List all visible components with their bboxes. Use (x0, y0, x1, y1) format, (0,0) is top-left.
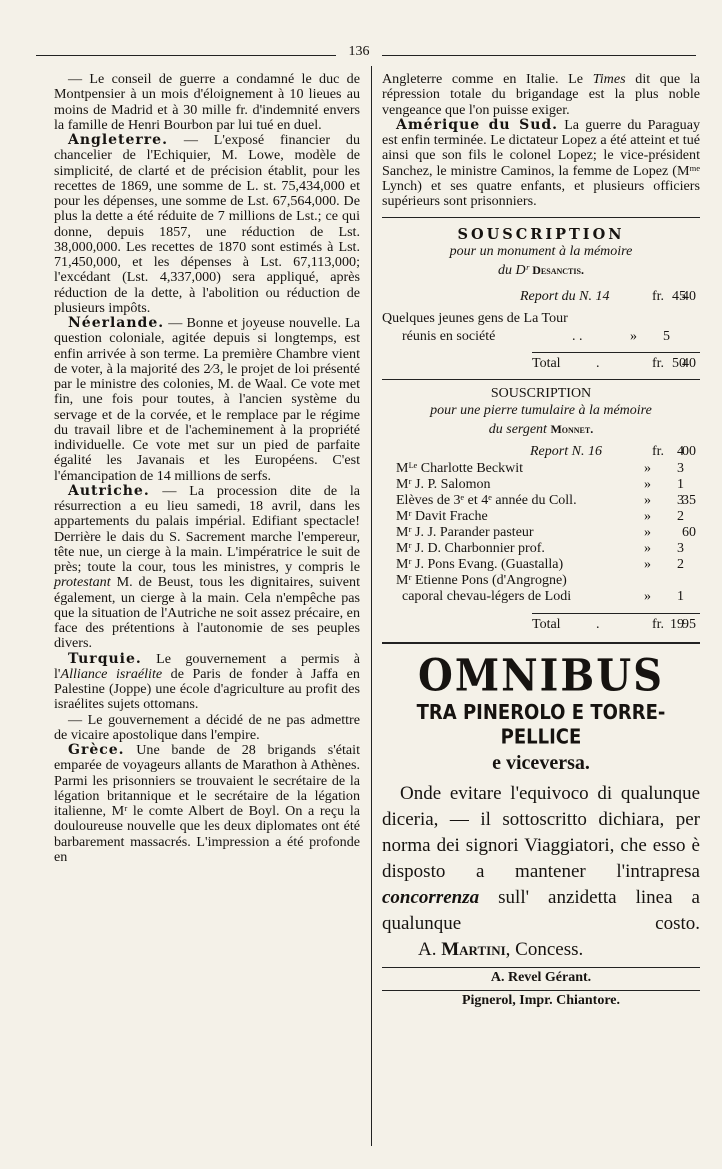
entry-mark: » (644, 525, 651, 541)
section-heading-amerique: Amérique du Sud. (396, 116, 559, 133)
total-row (382, 355, 700, 373)
entry-amount: 1 (677, 589, 684, 605)
signature-name: Martini (441, 939, 506, 961)
entry-amount: 3 (677, 461, 684, 477)
paragraph-vicaire: — Le gouvernement a décidé de ne pas admettre de vicaire apostolique dans l'empire. (54, 711, 360, 743)
report-fr: fr. (651, 444, 664, 460)
report-amount: 45 (672, 289, 686, 305)
entry-name: caporal chevau-légers de Lodi (402, 589, 572, 605)
omnibus-title: OMNIBUS (418, 649, 664, 702)
omnibus-body-emphasis: concorrenza (382, 887, 480, 909)
total-label: Total (532, 617, 561, 633)
times-text-1: Angleterre comme en Italie. Le (382, 71, 593, 87)
omnibus-body-text-1: Onde evitare l'equivoco di qualunque diceria, — il sottoscritto dichiara, per norma dei signori Viaggiatori, che esso è disposto a mantener l'intrapresa (382, 783, 700, 883)
entry-amount: 2 (677, 557, 684, 573)
column-divider (371, 66, 372, 1146)
subscription-entry-row (382, 493, 700, 509)
entry-mark: » (630, 329, 637, 345)
entry-mark: » (644, 493, 651, 509)
entry-amount: 3 (677, 541, 684, 557)
dedicatee-name: Monnet. (550, 422, 594, 437)
total-amount: 19 (670, 617, 684, 633)
section-heading-grece: Grèce. (68, 742, 125, 758)
header-rule-left (36, 55, 336, 56)
subscription-dedicatee (382, 420, 700, 439)
entry-name: Elèves de 3ᵉ et 4ᵉ année du Coll. (396, 493, 577, 509)
right-column (382, 72, 700, 1009)
turquie-text-1: Le gouvernement a permis à l' (54, 650, 360, 682)
paragraph-times (382, 72, 700, 118)
entry-mark: » (644, 589, 651, 605)
signature-role: , Concess. (505, 939, 584, 961)
entry-mark: » (644, 461, 651, 477)
subscription-entry-row (382, 509, 700, 525)
dedicatee-prefix: du sergent (488, 422, 551, 438)
angleterre-text: — L'exposé financier du chancelier de l'Echiquier, M. Lowe, modèle de simplicité, de clarté et de précision établit, pour les recettes de 1869, une somme de L. st. 75,434,000 et pour les dépenses, une somme de Lst. 67,564,000. De plus la dette a été réduite de 7 millions de Lst.; ce qui donne, depuis 1857, une réduction de Lst. 38,000,000. Les recettes de 1870 sont estimés à Lst. 71,450,000, et les dépenses à Lst. 67,113,000; l'excédant (Lst. 4,337,000) sera appliqué, après réduction de la dette, à l'abolition ou réduction de plusieurs impôts. (54, 132, 360, 316)
neerlande-text: — Bonne et joyeuse nouvelle. La question coloniale, agitée depuis si longtemps, est enfin arrivée à son terme. La première Chambre vient de voter, à la majorité des 2⁄3, le projet de loi présenté par le ministre des colonies, M. de Waal. Ce vote met fin, une fois pour toutes, à l'ancien système du servage et de la corvée, et le remplace par le régime du travail libre et de l'acheminement à la propriété individuelle. Ce vote met sur un pied de parfaite égalité les Javanais et les Européens. C'est l'émancipation de 14 millions de serfs. (54, 315, 360, 484)
report-row (382, 288, 700, 306)
section-heading-turquie: Turquie. (68, 650, 142, 667)
total-dot: . (596, 356, 600, 372)
entry-row-2 (382, 328, 700, 346)
entry-amount: 5 (663, 329, 670, 345)
section-heading-autriche: Autriche. (68, 482, 150, 499)
omnibus-body-text-2: sull' anzidetta linea a qualunque costo. (382, 887, 700, 935)
separator-5 (382, 990, 700, 991)
amerique-text: La guerre du Paraguay est enfin terminée. Le dictateur Lopez a été atteint et tué ainsi que son fils le colonel Lopez; le vice-président Sanchez, le ministre Caminos, la femme de Lopez (Mᵐᵉ Lynch) et ses quatre enfants, et plusieurs officiers supérieurs sont prisonniers. (382, 116, 701, 209)
subscription-entry-row (382, 573, 700, 589)
header-rule-right (382, 55, 696, 56)
gerant-line: A. Revel Gérant. (490, 970, 592, 986)
subscription-dedicatee (382, 261, 700, 280)
entry-cents: 60 (682, 525, 696, 541)
entry-mark: » (644, 557, 651, 573)
entry-name: Mʳ J. P. Salomon (396, 477, 491, 493)
report-row (382, 443, 700, 461)
entry-mark: » (644, 477, 651, 493)
report-fr: fr. (651, 289, 664, 305)
subscription-desanctis (382, 226, 700, 373)
paragraph-grece (54, 743, 360, 865)
entry-dots: . . (572, 329, 583, 345)
subscription-title: SOUSCRIPTION (490, 386, 592, 402)
autriche-text-2: M. de Beust, tous les dignitaires, suivent également, un cierge à la main. Cela n'empêche pas que la situation de l'Autriche ne soit assez précaire, en face des prétentions à l'autonomie de ses peuples divers. (54, 574, 360, 652)
entry-row-1 (382, 310, 700, 328)
left-column (54, 72, 360, 865)
report-cents: 00 (682, 444, 696, 460)
report-label: Report N. 16 (530, 444, 602, 460)
paragraph-montpensier: — Le conseil de guerre a condamné le duc de Montpensier à un mois d'éloignement à 10 lieues au moins de Madrid et à 30 mille fr. d'indemnité envers la famille de Henri Bourbon par lui tué en duel. (54, 71, 360, 133)
paragraph-neerlande (54, 316, 360, 484)
separator-1 (382, 217, 700, 218)
entry-amount: 2 (677, 509, 684, 525)
entry-name-line-2: réunis en société (402, 329, 496, 345)
subscription-entry-row (382, 589, 700, 605)
total-fr: fr. (651, 356, 664, 372)
times-text-2: dit que la répression totale du brigandage est la plus noble vengeance que l'on puisse exiger. (382, 71, 700, 118)
entry-amount: 3 (677, 493, 684, 509)
paragraph-angleterre (54, 133, 360, 316)
omnibus-advert (382, 649, 700, 963)
subscription-entry-row (382, 541, 700, 557)
subscription-purpose: pour un monument à la mémoire (449, 244, 633, 260)
turquie-text-emphasis: Alliance israélite (60, 665, 163, 682)
printer-line: Pignerol, Impr. Chiantore. (461, 993, 621, 1009)
separator-4 (382, 967, 700, 968)
autriche-text-1: — La procession dite de la résurrection a eu lieu samedi, 18 avril, dans les appartements du palais impérial. Edifiant spectacle! Derrière le dais du S. Sacrement marche l'empereur, tête nue, un cierge à la main. L'impératrice le suit de près; toute la cour, tous les ministres, y compris le (54, 482, 360, 575)
separator-3 (382, 642, 700, 644)
report-label: Report du N. 14 (520, 289, 610, 305)
dedicatee-name: Desanctis. (532, 263, 584, 278)
grece-text: Une bande de 28 brigands s'était emparée de voyageurs allants de Marathon à Athènes. Parmi les prisonniers se trouvaient le secrétaire de la légation britannique et le secrétaire de la légation italienne, Mʳ le comte Albert de Boyl. On a reçu la douloureuse nouvelle que les deux diplomates ont été barbarement massacrés. L'impression a été profonde en (54, 742, 360, 865)
subscription-entry-row (382, 525, 700, 541)
section-heading-neerlande: Néerlande. (68, 315, 165, 331)
subscription-entry-row (382, 557, 700, 573)
subscription-entries (382, 461, 700, 605)
subscription-purpose: pour une pierre tumulaire à la mémoire (430, 403, 652, 419)
total-label: Total (532, 356, 561, 372)
entry-name: Mᴸᵉ Charlotte Beckwit (396, 461, 523, 477)
turquie-text-2: de Paris de fonder à Jaffa en Palestine (Joppe) une école d'agriculture au profit des israélites sujets ottomans. (54, 665, 360, 713)
page-header (36, 44, 696, 64)
total-cents: 95 (682, 617, 696, 633)
entry-name: Mʳ J. J. Parander pasteur (396, 525, 534, 541)
subscription-monnet (382, 386, 700, 634)
paragraph-autriche (54, 484, 360, 652)
entry-name: Mʳ J. D. Charbonnier prof. (396, 541, 545, 557)
omnibus-body (382, 781, 700, 963)
autriche-text-emphasis: protestant (54, 574, 111, 591)
dedicatee-prefix: du Dʳ (498, 263, 533, 279)
separator-2 (382, 379, 700, 380)
entry-name: Mʳ Etienne Pons (d'Angrogne) (396, 573, 567, 589)
subscription-entry-row (382, 477, 700, 493)
report-cents: 40 (682, 289, 696, 305)
subscription-entry-row (382, 461, 700, 477)
report-amount: 4 (677, 444, 684, 460)
entry-amount: 1 (677, 477, 684, 493)
total-fr: fr. (651, 617, 664, 633)
signature-initial: A. (418, 939, 442, 961)
entry-cents: 35 (682, 493, 696, 509)
omnibus-signature (400, 937, 583, 963)
subscription-title: SOUSCRIPTION (457, 226, 625, 244)
entry-name-line-1: Quelques jeunes gens de La Tour (382, 311, 568, 327)
total-dot: . (596, 617, 600, 633)
total-row (382, 616, 700, 634)
total-cents: 40 (682, 356, 696, 372)
omnibus-viceversa: e viceversa. (492, 752, 590, 775)
entry-mark: » (644, 509, 651, 525)
paragraph-turquie (54, 652, 360, 713)
total-amount: 50 (672, 356, 686, 372)
entry-name: Mʳ J. Pons Evang. (Guastalla) (396, 557, 564, 573)
entry-mark: » (644, 541, 651, 557)
omnibus-route: TRA PINEROLO E TORRE-PELLICE (416, 701, 666, 750)
times-emphasis: Times (592, 71, 626, 87)
paragraph-amerique (382, 118, 700, 210)
section-heading-angleterre: Angleterre. (68, 132, 168, 148)
entry-name: Mʳ Davit Frache (396, 509, 488, 525)
page-number: 136 (348, 44, 370, 59)
